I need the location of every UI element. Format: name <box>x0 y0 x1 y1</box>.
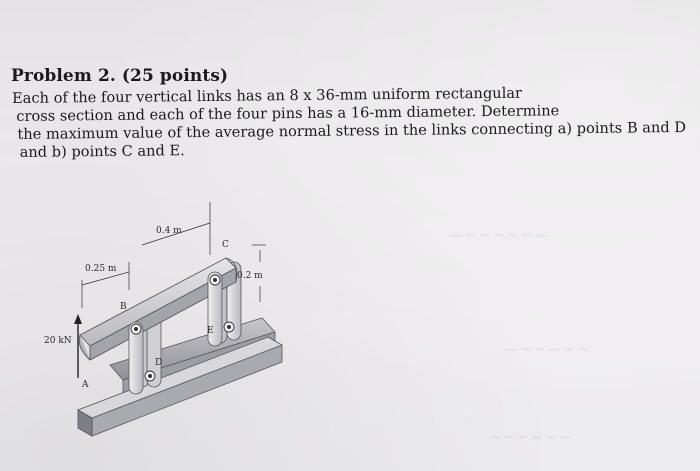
statement-line-4: and b) points C and E. <box>19 142 185 161</box>
bleed-through-mark-2: — ~ ~ — ~ ~ <box>505 342 589 356</box>
point-label-E: E <box>207 326 214 336</box>
dim-label-top: 0.4 m <box>156 226 182 236</box>
problem-title: Problem 2. (25 points) <box>11 66 229 86</box>
statement-line-2: cross section and each of the four pins has a 16-mm diameter. Determine <box>16 102 560 125</box>
point-label-B: B <box>120 302 127 312</box>
mechanism-figure <box>30 190 310 470</box>
point-label-C: C <box>222 240 229 250</box>
bleed-through-mark-1: — ~ ~ ~ ~ ~ — <box>450 228 548 242</box>
problem-statement <box>12 83 693 162</box>
point-label-D: D <box>155 358 163 368</box>
load-label: 20 kN <box>44 336 72 346</box>
dim-label-right: 0.2 m <box>237 271 263 281</box>
bleed-through-mark-3: ~ ~ ~ ~ ~ — <box>490 430 572 444</box>
dim-label-left: 0.25 m <box>85 264 117 274</box>
point-label-A: A <box>82 380 89 390</box>
statement-line-3: the maximum value of the average normal stress in the links connecting a) points B and D <box>17 118 687 143</box>
statement-line-1: Each of the four vertical links has an 8 x 36-mm uniform rectangular <box>12 84 523 107</box>
